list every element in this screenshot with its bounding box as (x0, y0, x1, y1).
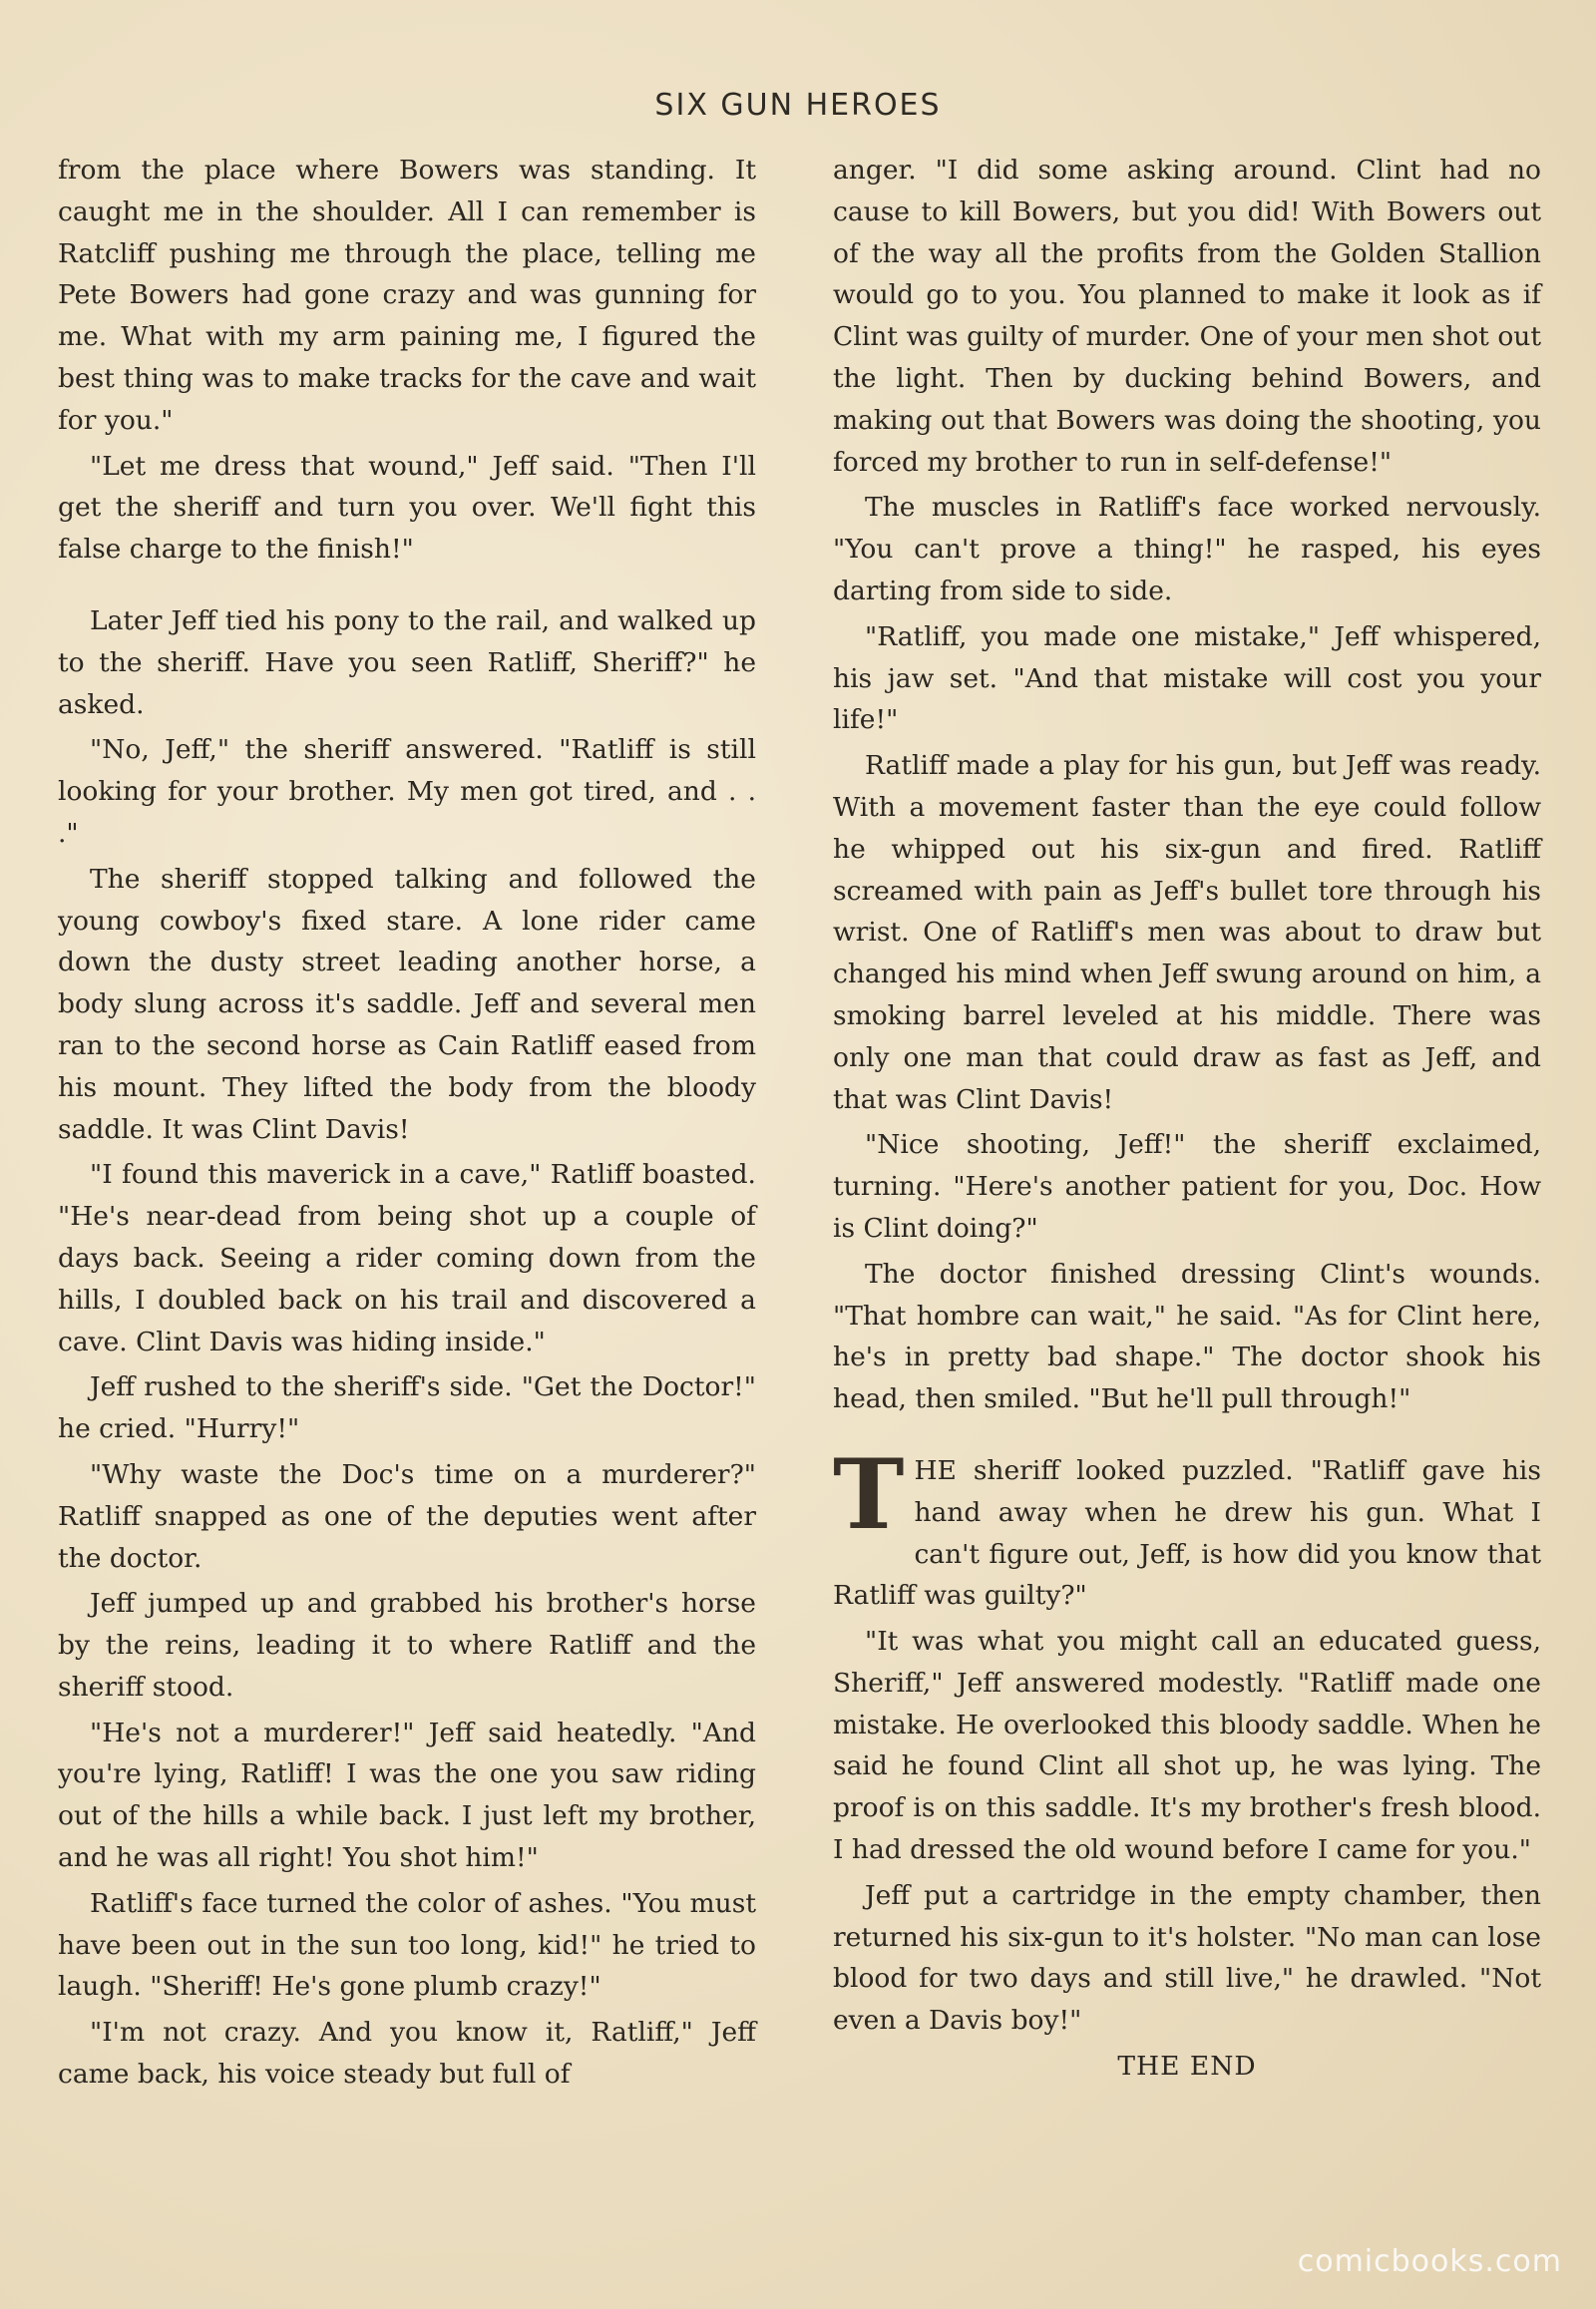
paragraph: "I found this maverick in a cave," Ratliff boasted. "He's near-dead from being shot up a couple of days back. Seeing a rider coming down from the hills, I doubled back on his trail and discovered a cave. Clint Davis was hiding inside." (58, 1159, 756, 1357)
paragraph: "No, Jeff," the sheriff answered. "Ratliff is still looking for your brother. My men got tired, and . . ." (58, 734, 756, 849)
left-text-column (58, 150, 756, 2100)
paragraph: "Nice shooting, Jeff!" the sheriff exclaimed, turning. "Here's another patient for you, Doc. How is Clint doing?" (833, 1129, 1541, 1244)
paragraph: "I'm not crazy. And you know it, Ratliff," Jeff came back, his voice steady but full of (58, 2017, 756, 2091)
paragraph: from the place where Bowers was standing. It caught me in the shoulder. All I can remember is Ratcliff pushing me through the place, telling me Pete Bowers had gone crazy and was gunning for me. What with my arm paining me, I figured the best thing was to make tracks for the cave and wait for you." (58, 155, 756, 436)
paragraph-text: HE sheriff looked puzzled. "Ratliff gave his hand away when he drew his gun. What I can't figure out, Jeff, is how did you know that Ratliff was guilty?" (833, 1454, 1541, 1612)
page-header-title: SIX GUN HEROES (654, 88, 942, 123)
site-watermark: comicbooks.com (1297, 2244, 1562, 2279)
paragraph: Later Jeff tied his pony to the rail, and walked up to the sheriff. Have you seen Ratliff, Sheriff?" he asked. (58, 604, 756, 720)
paragraph: Jeff jumped up and grabbed his brother's horse by the reins, leading it to where Ratliff and the sheriff stood. (58, 1588, 756, 1703)
paragraph: "He's not a murderer!" Jeff said heatedly. "And you're lying, Ratliff! I was the one you saw riding out of the hills a while back. I just left my brother, and he was all right! You shot him!" (58, 1717, 756, 1874)
paragraph: Ratliff made a play for his gun, but Jeff was ready. With a movement faster than the eye could follow he whipped out his six-gun and fired. Ratliff screamed with pain as Jeff's bullet tore through his wrist. One of Ratliff's men was about to draw but changed his mind when Jeff swung around on him, a smoking barrel leveled at his middle. There was only one man that could draw as fast as Jeff, and that was Clint Davis! (833, 750, 1541, 1115)
dropcap-letter: T (833, 1437, 905, 1551)
right-text-column (833, 150, 1541, 2092)
paragraph: Jeff put a cartridge in the empty chamber, then returned his six-gun to it's holster. "No man can lose blood for two days and still live," he drawled. "Not even a Davis boy!" (833, 1879, 1541, 2037)
paragraph: The muscles in Ratliff's face worked nervously. "You can't prove a thing!" he rasped, his eyes darting from side to side. (833, 492, 1541, 606)
paragraph: "Let me dress that wound," Jeff said. "Then I'll get the sheriff and turn you over. We'll fight this false charge to the finish!" (58, 450, 756, 566)
paragraph: Ratliff's face turned the color of ashes. "You must have been out in the sun too long, kid!" he tried to laugh. "Sheriff! He's gone plumb crazy!" (58, 1887, 756, 2003)
paragraph: The sheriff stopped talking and followed the young cowboy's fixed stare. A lone rider came down the dusty street leading another horse, a body slung across it's saddle. Jeff and several men ran to the second horse as Cain Ratliff eased from his mount. They lifted the body from the bloody saddle. It was Clint Davis! (58, 863, 756, 1145)
paragraph: Jeff rushed to the sheriff's side. "Get the Doctor!" he cried. "Hurry!" (58, 1371, 756, 1445)
paragraph: "Why waste the Doc's time on a murderer?" Ratliff snapped as one of the deputies went after the doctor. (58, 1458, 756, 1574)
paragraph: "It was what you might call an educated guess, Sheriff," Jeff answered modestly. "Ratliff made one mistake. He overlooked this bloody saddle. When he said he found Clint all shot up, he was lying. The proof is on this saddle. It's my brother's fresh blood. I had dressed the old wound before I came for you." (833, 1626, 1541, 1866)
paragraph: anger. "I did some asking around. Clint had no cause to kill Bowers, but you did! With Bowers out of the way all the profits from the Golden Stallion would go to you. You planned to make it look as if Clint was guilty of murder. One of your men shot out the light. Then by ducking behind Bowers, and making out that Bowers was doing the shooting, you forced my brother to run in self-defense!" (833, 155, 1541, 478)
paragraph: The doctor finished dressing Clint's wounds. "That hombre can wait," he said. "As for Clint here, he's in pretty bad shape." The doctor shook his head, then smiled. "But he'll pull through!" (833, 1258, 1541, 1415)
paragraph-dropcap (833, 1437, 1541, 1617)
paragraph: "Ratliff, you made one mistake," Jeff whispered, his jaw set. "And that mistake will cost you your life!" (833, 620, 1541, 736)
the-end-label: THE END (1117, 2051, 1257, 2083)
